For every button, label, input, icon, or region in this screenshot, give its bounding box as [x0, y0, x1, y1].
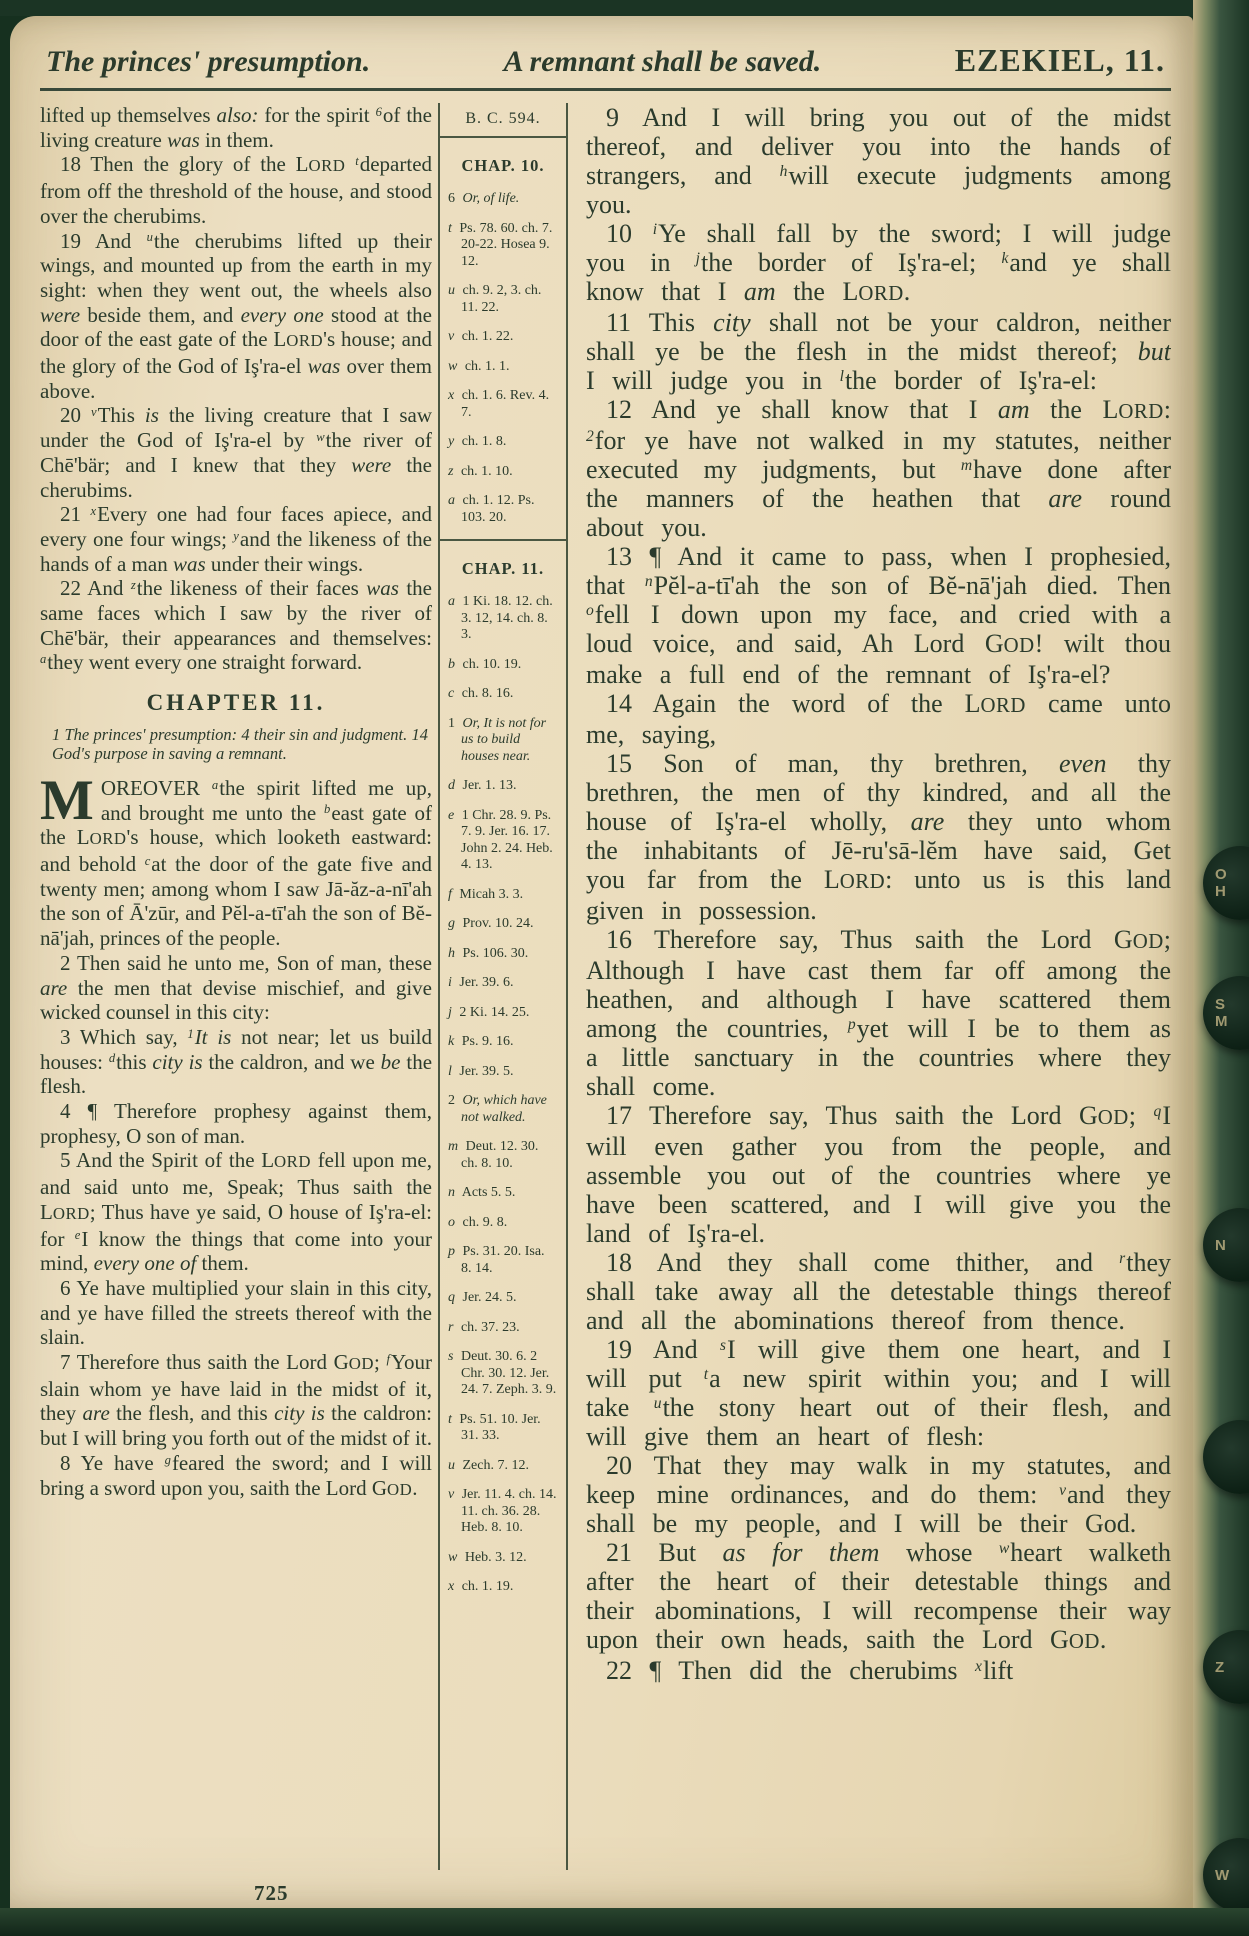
- tab-letter: W: [1215, 1866, 1230, 1884]
- thumb-index-tab: [1203, 1208, 1249, 1282]
- cross-reference: w Heb. 3. 12.: [448, 1549, 527, 1565]
- verse: 13 ¶ And it came to pass, when I prophesied, that $^n$Pĕl-a-tī'ah the son of Bĕ-nā'jah died. Then $^o$fell I down upon my face, and cried with a loud voice, and said, Ah Lord GOD! wilt thou make a full end of the remnant of Iş'ra-el?: [586, 542, 1171, 689]
- thumb-index-tab: [1203, 1838, 1249, 1912]
- chapter-summary: 1 The princes' presumption: 4 their sin and judgment. 14 God's purpose in saving a remnant.: [52, 724, 428, 764]
- reference-marker: e: [448, 807, 455, 823]
- verse: 18 And they shall come thither, and $^r$they shall take away all the detestable things thereof and all the abominations thereof from thence.: [586, 1248, 1171, 1335]
- tab-letter: S: [1215, 996, 1226, 1013]
- cross-reference: r ch. 37. 23.: [448, 1319, 520, 1335]
- verse: 6 Ye have multiplied your slain in this city, and ye have filled the streets thereof with the slain.: [40, 1275, 432, 1350]
- reference-marker: g: [448, 916, 455, 931]
- cross-reference: f Micah 3. 3.: [448, 886, 524, 902]
- reference-divider-rule: [440, 539, 566, 541]
- reference-marker: h: [448, 945, 455, 961]
- cross-reference: j 2 Ki. 14. 25.: [448, 1004, 530, 1020]
- cross-reference: 2 Or, which have not walked.: [448, 1093, 547, 1125]
- cross-reference: t Ps. 51. 10. Jer. 31. 33.: [448, 1411, 541, 1443]
- running-head-center: A remnant shall be saved.: [503, 45, 822, 78]
- reference-marker: z: [448, 463, 454, 479]
- verse: 15 Son of man, thy brethren, even thy brethren, the men of thy kindred, and all the house of Iş'ra-el wholly, are they unto whom the inhabitants of Jē-ru'sā-lĕm have said, Get you far from the LORD: unto us is this land given in possession.: [586, 749, 1171, 925]
- reference-marker: a: [448, 594, 455, 609]
- text-columns: [40, 103, 1171, 1870]
- reference-marker: t: [448, 1411, 452, 1427]
- book-edge-bottom: [0, 1908, 1249, 1936]
- reference-marker: m: [448, 1139, 459, 1154]
- running-head-book-chapter: EZEKIEL, 11.: [954, 42, 1165, 78]
- tab-letter: M: [1215, 1013, 1228, 1030]
- chapter-heading: CHAPTER 11.: [146, 690, 326, 716]
- reference-marker: n: [448, 1185, 455, 1200]
- verse: 22 ¶ Then did the cherubims $^x$lift: [606, 1656, 1014, 1685]
- verse-continuation: lifted up themselves also: for the spirit $^6$of the living creature was in them.: [40, 103, 432, 152]
- thumb-index-tab: [1203, 976, 1249, 1050]
- verse: 12 And ye shall know that I am the LORD: $^2$for ye have not walked in my statutes, neither executed my judgments, but $^m$have done after the manners of the heathen that are round about you.: [586, 395, 1171, 542]
- reference-marker: b: [448, 656, 455, 672]
- reference-marker: a: [448, 493, 455, 508]
- tab-letter: Z: [1215, 1658, 1225, 1676]
- verse: 7 Therefore thus saith the Lord GOD; $^f$Your slain whom ye have laid in the midst of it, they are the flesh, and this city is the caldron: but I will bring you forth out of the midst of it.: [40, 1350, 433, 1451]
- verse: 22 And $^z$the likeness of their faces was the same faces which I saw by the river of Chē'bär, their appearances and themselves: $^a$they went every one straight forward.: [40, 576, 433, 675]
- reference-marker: y: [448, 434, 455, 449]
- right-text-column: [574, 103, 1171, 1870]
- verse: 21 $^x$Every one had four faces apiece, and every one four wings; $^y$and the likeness of the hands of a man was under their wings.: [40, 502, 433, 576]
- chap10-references: [448, 191, 558, 526]
- reference-marker: x: [448, 1579, 455, 1594]
- cross-reference: e 1 Chr. 28. 9. Ps. 7. 9. Jer. 16. 17. John 2. 24. Heb. 4. 13.: [448, 807, 553, 872]
- reference-marker: f: [448, 886, 452, 902]
- cross-reference: u Zech. 7. 12.: [448, 1457, 529, 1473]
- cross-reference: t Ps. 78. 60. ch. 7. 20-22. Hosea 9. 12.: [448, 220, 553, 269]
- verse: 4 ¶ Therefore prophesy against them, prophesy, O son of man.: [40, 1099, 432, 1148]
- tab-letter: H: [1215, 883, 1226, 900]
- drop-cap: M: [40, 768, 94, 832]
- cross-reference: x ch. 1. 19.: [448, 1579, 514, 1594]
- reference-marker: o: [448, 1214, 455, 1230]
- cross-reference: n Acts 5. 5.: [448, 1185, 516, 1200]
- verse: 18 Then the glory of the LORD $^t$departed from off the threshold of the house, and stood over the cherubims.: [40, 152, 433, 228]
- verse: 14 Again the word of the LORD came unto me, saying,: [586, 689, 1171, 749]
- reference-marker: t: [448, 220, 452, 236]
- reference-marker: w: [448, 358, 458, 374]
- reference-marker: q: [448, 1290, 455, 1305]
- cross-reference: s Deut. 30. 6. 2 Chr. 30. 12. Jer. 24. 7. Zeph. 3. 9.: [448, 1349, 557, 1397]
- verse: 19 And $^u$the cherubims lifted up their wings, and mounted up from the earth in my sight: when they went out, the wheels also were beside them, and every one stood at the door of the east gate of the LORD's house; and the glory of the God of Iş'ra-el was over them above.: [40, 228, 432, 403]
- cross-reference: 6 Or, of life.: [448, 191, 520, 206]
- cross-reference: v Jer. 11. 4. ch. 14. 11. ch. 36. 28. Heb. 8. 10.: [448, 1487, 557, 1535]
- cross-reference: x ch. 1. 6. Rev. 4. 7.: [448, 388, 550, 420]
- verse: 17 Therefore say, Thus saith the Lord GOD; $^q$I will even gather you from the people, and assemble you out of the countries where ye have been scattered, and I will give you the land of Iş'ra-el.: [586, 1101, 1171, 1248]
- verse: 11 This city shall not be your caldron, neither shall ye be the flesh in the midst thereof; but I will judge you in $^l$the border of Iş'ra-el:: [586, 308, 1171, 395]
- cross-reference: a 1 Ki. 18. 12. ch. 3. 12, 14. ch. 8. 3.: [448, 594, 553, 642]
- cross-reference: l Jer. 39. 5.: [448, 1063, 514, 1079]
- reference-marker: u: [448, 283, 455, 298]
- verse: 16 Therefore say, Thus saith the Lord GOD; Although I have cast them far off among the heathen, and although I have scattered them among the countries, $^p$yet will I be to them as a little sanctuary in the countries where they shall come.: [586, 925, 1171, 1101]
- cross-reference: i Jer. 39. 6.: [448, 975, 514, 990]
- verse: 8 Ye have $^g$feared the sword; and I will bring a sword upon you, saith the Lord GOD.: [40, 1450, 432, 1500]
- reference-marker: x: [448, 388, 455, 403]
- cross-reference-column: [438, 103, 568, 1870]
- cross-reference: c ch. 8. 16.: [448, 686, 514, 701]
- tab-letter: O: [1215, 866, 1227, 883]
- cross-reference: w ch. 1. 1.: [448, 358, 510, 374]
- chap11-references: [448, 594, 558, 1596]
- reference-marker: v: [448, 329, 455, 344]
- running-head-left: The princes' presumption.: [46, 45, 371, 78]
- bible-page: [10, 16, 1193, 1908]
- reference-marker: 6: [448, 191, 455, 206]
- cross-reference: b ch. 10. 19.: [448, 656, 522, 672]
- reference-marker: k: [448, 1034, 455, 1049]
- cross-reference: 1 Or, It is not for us to build houses near.: [448, 715, 547, 764]
- reference-divider-rule: [440, 136, 566, 138]
- verse: 20 $^v$This is the living creature that I saw under the God of Iş'ra-el by $^w$the river of Chē'bär; and I knew that they were the cherubims.: [40, 403, 433, 502]
- tab-letter: N: [1215, 1236, 1226, 1254]
- reference-marker: 2: [448, 1093, 455, 1108]
- verse: 3 Which say, $^1$It is not near; let us build houses: $^d$this city is the caldron, and we be the flesh.: [40, 1024, 433, 1099]
- book-edge-top: [0, 0, 1249, 16]
- verse: MOREOVER $^a$the spirit lifted me up, and brought me unto the $^b$east gate of the LORD's house, which looketh eastward: and behold $^c$at the door of the gate five and twenty men; among whom I saw Jā-ăz-a-nī'ah the son of Ā'zūr, and Pĕl-a-tī'ah the son of Bĕ-nā'jah, princes of the people.: [40, 768, 433, 951]
- cross-reference: v ch. 1. 22.: [448, 329, 514, 344]
- cross-reference: q Jer. 24. 5.: [448, 1290, 517, 1305]
- reference-marker: l: [448, 1063, 452, 1079]
- reference-marker: w: [448, 1549, 458, 1565]
- thumb-index-tab: [1203, 846, 1249, 920]
- reference-marker: d: [448, 778, 455, 793]
- reference-marker: v: [448, 1487, 455, 1502]
- verse: 2 Then said he unto me, Son of man, these are the men that devise mischief, and give wicked counsel in this city:: [40, 950, 432, 1025]
- cross-reference: p Ps. 31. 20. Isa. 8. 14.: [448, 1244, 545, 1276]
- thumb-index-tab: [1203, 1420, 1249, 1494]
- running-head: [40, 42, 1171, 79]
- cross-reference: a ch. 1. 12. Ps. 103. 20.: [448, 493, 535, 525]
- thumb-index-tab: [1203, 1630, 1249, 1704]
- cross-reference: z ch. 1. 10.: [448, 463, 513, 479]
- header-rule: [40, 88, 1171, 91]
- verse: 5 And the Spirit of the LORD fell upon me, and said unto me, Speak; Thus saith the LORD; Thus have ye said, O house of Iş'ra-el: for $^e$I know the things that come into your mind, every one of them.: [40, 1148, 432, 1276]
- chap11-label: CHAP. 11.: [461, 559, 545, 578]
- cross-reference: g Prov. 10. 24.: [448, 916, 534, 931]
- reference-marker: j: [448, 1004, 452, 1020]
- cross-reference: y ch. 1. 8.: [448, 434, 507, 449]
- left-text-column: [40, 103, 432, 1870]
- page-number: 725: [254, 1881, 289, 1905]
- reference-marker: i: [448, 975, 452, 990]
- reference-marker: s: [448, 1349, 454, 1364]
- verse: 19 And $^s$I will give them one heart, and I will put $^t$a new spirit within you; and I will take $^u$the stony heart out of their flesh, and will give them an heart of flesh:: [586, 1335, 1171, 1451]
- cross-reference: u ch. 9. 2, 3. ch. 11. 22.: [448, 283, 542, 315]
- cross-reference: o ch. 9. 8.: [448, 1214, 508, 1230]
- verse: 9 And I will bring you out of the midst thereof, and deliver you into the hands of strangers, and $^h$will execute judgments among you.: [586, 103, 1171, 219]
- reference-marker: 1: [448, 715, 455, 731]
- reference-marker: r: [448, 1319, 454, 1335]
- verse: 21 But as for them whose $^w$heart walketh after the heart of their detestable things and their abominations, I will recompense their way upon their own heads, saith the Lord GOD.: [586, 1538, 1171, 1654]
- reference-marker: u: [448, 1457, 455, 1473]
- verse: 10 $^i$Ye shall fall by the sword; I will judge you in $^j$the border of Iş'ra-el; $^k$and ye shall know that I am the LORD.: [586, 219, 1171, 306]
- cross-reference: m Deut. 12. 30. ch. 8. 10.: [448, 1139, 539, 1171]
- bc-date: B. C. 594.: [465, 110, 541, 127]
- verse: 20 That they may walk in my statutes, and keep mine ordinances, and do them: $^v$and they shall be my people, and I will be their God.: [586, 1451, 1171, 1538]
- cross-reference: h Ps. 106. 30.: [448, 945, 529, 961]
- reference-marker: p: [448, 1244, 455, 1259]
- reference-marker: c: [448, 686, 455, 701]
- chap10-label: CHAP. 10.: [461, 156, 545, 175]
- cross-reference: d Jer. 1. 13.: [448, 778, 517, 793]
- book-edge-right: [1193, 0, 1249, 1936]
- cross-reference: k Ps. 9. 16.: [448, 1034, 514, 1049]
